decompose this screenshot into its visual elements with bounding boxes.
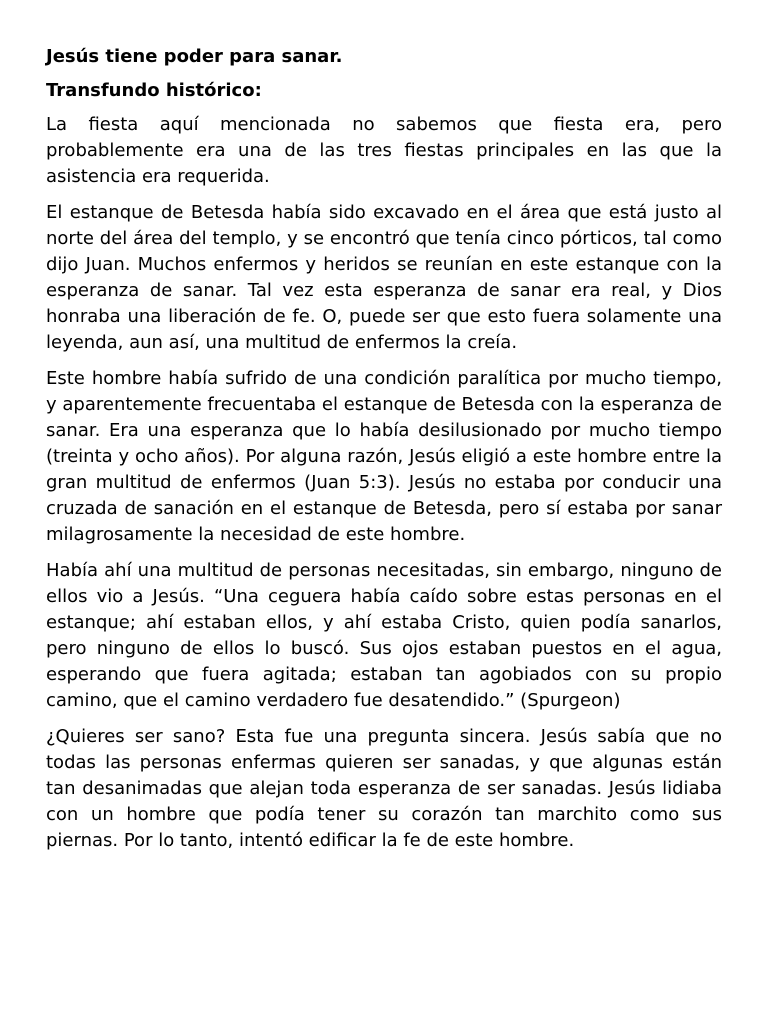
paragraph-5: ¿Quieres ser sano? Esta fue una pregunta sincera. Jesús sabía que no todas las personas enfermas quieren ser sanadas, y que algunas están tan desanimadas que alejan toda esperanza de ser sanadas. Jesús lidiaba con un hombre que podía tener su corazón tan marchito como sus piernas. Por lo tanto, intentó edificar la fe de este hombre. [46,726,722,851]
paragraph-1: La fiesta aquí mencionada no sabemos que fiesta era, pero probablemente era una de las tres fiestas principales en las que la asistencia era requerida. [46,114,722,187]
paragraph-4: Había ahí una multitud de personas necesitadas, sin embargo, ninguno de ellos vio a Jesús. “Una ceguera había caído sobre estas personas en el estanque; ahí estaban ellos, y ahí estaba Cristo, quien podía sanarlos, pero ninguno de ellos lo buscó. Sus ojos estaban puestos en el agua, esperando que fuera agitada; estaban tan agobiados con su propio camino, que el camino verdadero fue desatendido.” (Spurgeon) [46,560,722,711]
document-page [46,44,722,864]
section-heading: Transfundo histórico: [46,80,262,101]
document-title: Jesús tiene poder para sanar. [46,46,343,67]
paragraph-2: El estanque de Betesda había sido excavado en el área que está justo al norte del área del templo, y se encontró que tenía cinco pórticos, tal como dijo Juan. Muchos enfermos y heridos se reunían en este estanque con la esperanza de sanar. Tal vez esta esperanza de sanar era real, y Dios honraba una liberación de fe. O, puede ser que esto fuera solamente una leyenda, aun así, una multitud de enfermos la creía. [46,202,722,353]
paragraph-3: Este hombre había sufrido de una condición paralítica por mucho tiempo, y aparentemente frecuentaba el estanque de Betesda con la esperanza de sanar. Era una esperanza que lo había desilusionado por mucho tiempo (treinta y ocho años). Por alguna razón, Jesús eligió a este hombre entre la gran multitud de enfermos (Juan 5:3). Jesús no estaba por conducir una cruzada de sanación en el estanque de Betesda, pero sí estaba por sanar milagrosamente la necesidad de este hombre. [46,368,722,545]
